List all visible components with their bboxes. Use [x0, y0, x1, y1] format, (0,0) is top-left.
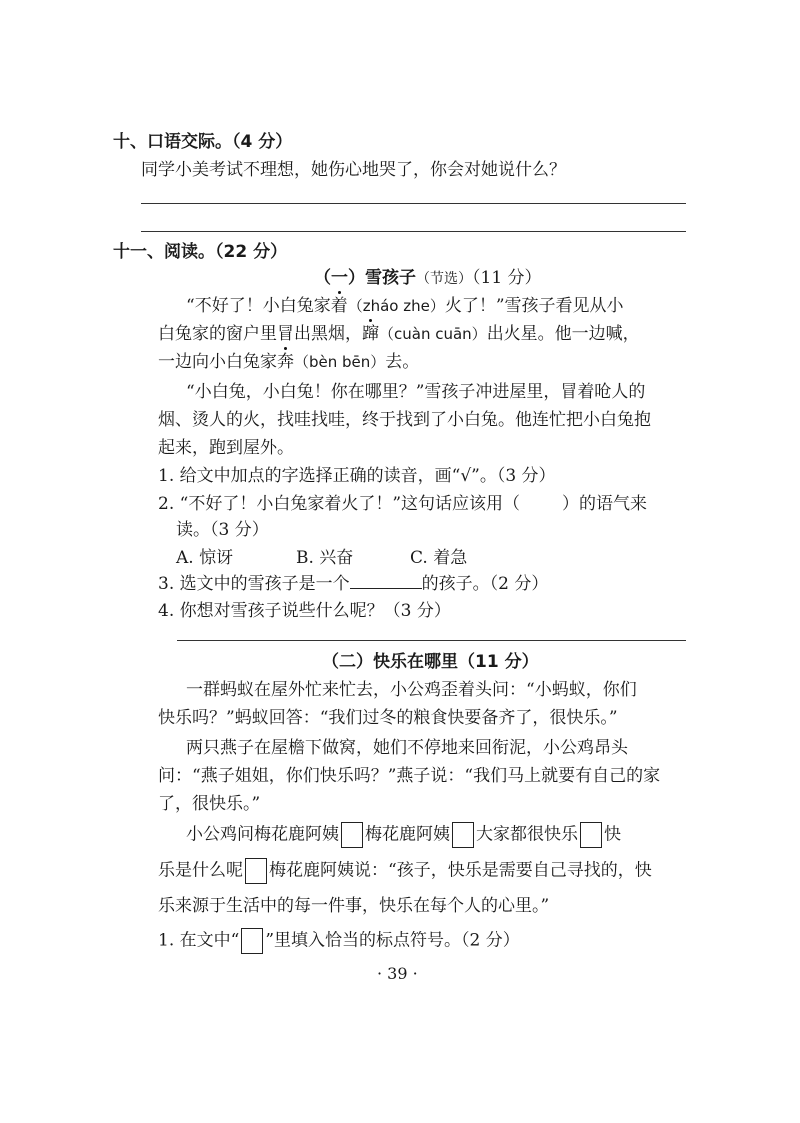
part-2-question-1: [158, 928, 520, 954]
text-segment: 2. “不好了！小白兔家着火了！”这句话应该用（: [158, 494, 521, 514]
part-2-para-1-line-2: 快乐吗？”蚂蚁回答：“我们过冬的粮食快要备齐了，很快乐。”: [158, 708, 618, 728]
answer-line-1: [141, 203, 686, 204]
punctuation-box-example: [241, 928, 263, 954]
dotted-char: 着: [330, 296, 348, 316]
text-segment: ）的语气来: [562, 494, 648, 514]
text-segment: 梅花鹿阿姨: [365, 824, 450, 845]
text-segment: 快: [604, 824, 621, 845]
section-10-title: 十、口语交际。（4 分）: [113, 132, 293, 152]
text-segment: “不好了！小白兔家: [186, 296, 331, 316]
answer-line-3: [177, 640, 686, 641]
part-2-para-2-line-1: 两只燕子在屋檐下做窝，她们不停地来回衔泥，小公鸡昂头: [186, 738, 628, 758]
text-segment: 一边向小白兔家: [158, 352, 277, 372]
text-segment: 3. 选文中的雪孩子是一个: [158, 574, 350, 594]
section-11-title: 十一、阅读。（22 分）: [113, 242, 288, 262]
section-10-prompt: 同学小美考试不理想，她伤心地哭了，你会对她说什么？: [141, 160, 566, 180]
part-2-para-2-line-2: 问：“燕子姐姐，你们快乐吗？”燕子说：“我们马上就要有自己的家: [158, 766, 661, 786]
punctuation-box[interactable]: [245, 858, 267, 884]
text-segment: 大家都很快乐: [476, 824, 578, 845]
punctuation-box[interactable]: [580, 822, 602, 848]
part-1-title-main: （一）雪孩子: [314, 268, 416, 288]
text-segment: 1. 在文中“: [158, 930, 240, 951]
dotted-char: 奔: [277, 352, 294, 372]
punctuation-box[interactable]: [452, 822, 474, 848]
part-2-para-1-line-1: 一群蚂蚁在屋外忙来忙去，小公鸡歪着头问：“小蚂蚁，你们: [186, 680, 637, 700]
text-segment: 乐是什么呢: [158, 860, 243, 881]
part-1-para-2-line-1: “小白兔，小白兔！你在哪里？”雪孩子冲进屋里，冒着呛人的: [186, 382, 646, 402]
part-2-para-2-line-3: 了，很快乐。”: [158, 794, 261, 814]
part-1-title: [314, 266, 542, 291]
text-segment: 去。: [385, 352, 420, 372]
text-segment: 白兔家的窗户里冒出黑烟，: [158, 324, 362, 344]
part-1-question-3: [158, 572, 548, 596]
part-1-question-2-option-b[interactable]: B. 兴奋: [296, 548, 354, 568]
part-1-question-2-option-a[interactable]: A. 惊讶: [176, 548, 234, 568]
part-1-title-note: （节选）: [416, 271, 472, 287]
part-1-question-2: [158, 492, 647, 516]
part-1-question-1: 1. 给文中加点的字选择正确的读音，画“√”。（3 分）: [158, 466, 556, 486]
text-segment: 火了！”雪孩子看见从小: [444, 296, 624, 316]
part-1-question-4: 4. 你想对雪孩子说些什么呢？（3 分）: [158, 601, 451, 621]
part-1-para-2-line-2: 烟、烫人的火，找哇找哇，终于找到了小白兔。他连忙把小白兔抱: [158, 410, 651, 430]
part-1-para-1-line-2: [158, 322, 640, 346]
part-1-para-1-line-1: [186, 294, 624, 318]
pinyin-options: （bèn bēn）: [294, 353, 386, 371]
pinyin-options: （zháo zhe）: [347, 297, 445, 315]
dotted-char: 蹿: [362, 324, 379, 344]
text-segment: 小公鸡问梅花鹿阿姨: [186, 824, 339, 845]
text-segment: 梅花鹿阿姨说：“孩子，快乐是需要自己寻找的，快: [269, 860, 652, 881]
text-segment: 出火星。他一边喊，: [486, 324, 640, 344]
part-1-title-score: （11 分）: [472, 268, 542, 288]
part-2-para-3-line-2: [158, 858, 652, 884]
part-2-para-3-line-1: [186, 822, 621, 848]
fill-in-blank[interactable]: [350, 572, 422, 589]
page-number: · 39 ·: [377, 964, 418, 983]
text-segment: ”里填入恰当的标点符号。（2 分）: [265, 930, 520, 951]
pinyin-options: （cuàn cuān）: [379, 325, 487, 343]
punctuation-box[interactable]: [341, 822, 363, 848]
answer-line-2: [141, 231, 686, 232]
part-1-para-1-line-3: [158, 350, 419, 374]
part-1-question-2-cont: 读。（3 分）: [176, 520, 269, 540]
part-1-para-2-line-3: 起来，跑到屋外。: [158, 438, 294, 458]
part-2-title: （二）快乐在哪里（11 分）: [322, 652, 539, 672]
part-2-para-3-line-3: 乐来源于生活中的每一件事，快乐在每个人的心里。”: [158, 896, 550, 916]
text-segment: 的孩子。（2 分）: [421, 574, 549, 594]
part-1-question-2-option-c[interactable]: C. 着急: [410, 548, 468, 568]
